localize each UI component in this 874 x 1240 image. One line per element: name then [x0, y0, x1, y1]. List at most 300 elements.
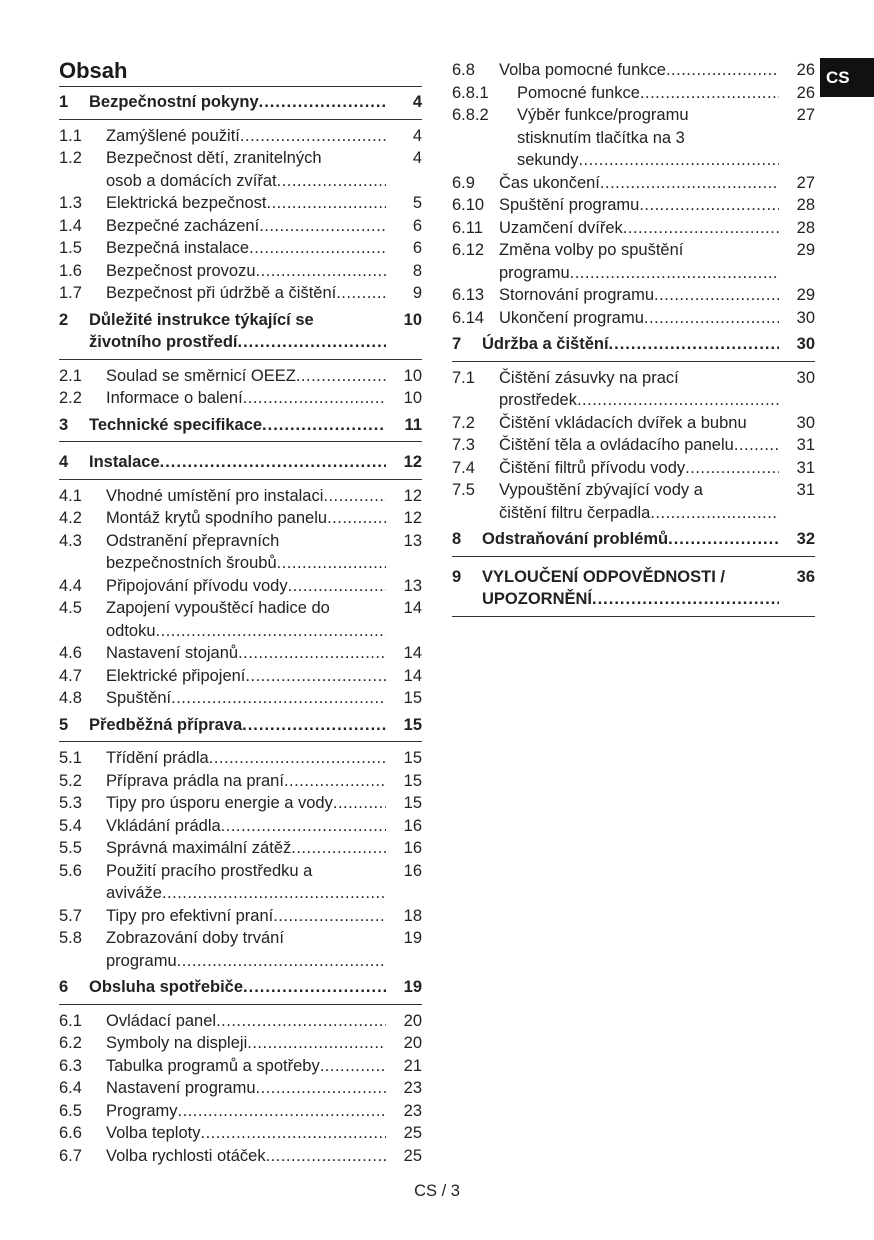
toc-entry[interactable]	[59, 597, 422, 642]
entry-title-line: odtoku	[106, 621, 156, 640]
toc-section-entry[interactable]	[59, 972, 422, 1005]
dot-leader	[333, 792, 386, 815]
entry-title-line: Volba teploty	[106, 1124, 201, 1142]
dot-leader	[240, 125, 386, 148]
entry-page: 31	[796, 436, 815, 454]
entry-title	[89, 451, 386, 474]
entry-number: 6.10	[452, 196, 485, 214]
toc-entry[interactable]	[59, 860, 422, 905]
entry-page: 8	[412, 261, 422, 280]
entry-page: 4	[412, 149, 422, 167]
entry-number: 7.5	[452, 481, 475, 499]
toc-entry[interactable]	[59, 507, 422, 530]
toc-section-entry[interactable]	[59, 710, 422, 743]
dot-leader	[650, 502, 779, 525]
entry-number: 6	[59, 978, 69, 996]
entry-title-line: Připojování přívodu vody	[106, 576, 288, 595]
entry-title-line: Čas ukončení	[499, 173, 600, 192]
entry-title-line: Důležité instrukce týkající se	[89, 310, 314, 329]
entry-title-line: Čištění vkládacích dvířek a bubnu	[499, 413, 747, 432]
toc-section-entry[interactable]	[452, 524, 815, 557]
entry-title-line: Odstraňování problémů	[482, 530, 669, 548]
toc-entry[interactable]	[59, 575, 422, 598]
toc-entry[interactable]	[59, 237, 422, 260]
entry-title	[89, 309, 386, 354]
entry-page: 26	[796, 83, 815, 102]
entry-title-line: Nastavení stojanů	[106, 644, 239, 662]
toc-entry[interactable]	[59, 747, 422, 770]
dot-leader	[668, 528, 779, 551]
entry-title	[106, 1010, 386, 1033]
dot-leader	[156, 620, 386, 643]
entry-page: 15	[403, 689, 422, 707]
entry-title	[517, 82, 779, 105]
entry-title	[499, 412, 779, 435]
entry-title-line: Vypouštění zbývající vody a	[499, 481, 703, 499]
entry-number: 7.3	[452, 436, 475, 454]
toc-entry[interactable]	[452, 412, 815, 435]
entry-page: 14	[403, 644, 422, 662]
entry-number: 5.2	[59, 771, 82, 790]
entry-number: 6.8.1	[452, 83, 489, 102]
entry-title	[106, 642, 386, 665]
entry-title-line: Programy	[106, 1101, 178, 1120]
entry-title	[517, 104, 779, 172]
entry-title	[106, 365, 386, 388]
entry-number: 5.7	[59, 906, 82, 925]
entry-number: 5.5	[59, 839, 82, 857]
entry-page: 16	[403, 861, 422, 880]
entry-title-line: Správná maximální zátěž	[106, 839, 292, 857]
entry-title	[106, 770, 386, 793]
dot-leader	[734, 434, 779, 457]
entry-title	[106, 837, 386, 860]
dot-leader	[177, 950, 386, 973]
dot-leader	[654, 284, 779, 307]
dot-leader	[171, 687, 386, 710]
page-title: Obsah	[59, 58, 422, 87]
dot-leader	[600, 172, 779, 195]
entry-title	[499, 59, 779, 82]
entry-title-line: VYLOUČENÍ ODPOVĚDNOSTI /	[482, 567, 725, 586]
entry-number: 7	[452, 335, 462, 353]
entry-title-line: Předběžná příprava	[89, 715, 243, 734]
dot-leader	[291, 837, 386, 860]
entry-title	[499, 239, 779, 284]
entry-title-line: Bezpečné zacházení	[106, 216, 260, 235]
entry-title	[106, 192, 386, 215]
entry-title	[106, 1145, 386, 1168]
dot-leader	[577, 389, 779, 412]
toc-entry[interactable]	[452, 239, 815, 284]
entry-number: 5.6	[59, 861, 82, 880]
toc-entry[interactable]	[59, 1077, 422, 1100]
entry-page: 30	[796, 308, 815, 327]
entry-title	[106, 687, 386, 710]
entry-page: 13	[403, 576, 422, 595]
entry-title	[482, 566, 779, 611]
dot-leader	[284, 770, 386, 793]
entry-page: 36	[796, 567, 815, 586]
toc-entry[interactable]	[452, 307, 815, 330]
entry-number: 6.2	[59, 1034, 82, 1052]
entry-title-line: Nastavení programu	[106, 1079, 256, 1097]
entry-title	[106, 260, 386, 283]
entry-title-line: osob a domácích zvířat	[106, 171, 277, 190]
entry-page: 6	[412, 216, 422, 235]
entry-number: 7.2	[452, 413, 475, 432]
dot-leader	[639, 194, 779, 217]
entry-page: 32	[796, 530, 815, 548]
entry-number: 6.8	[452, 61, 475, 79]
dot-leader	[609, 333, 779, 356]
entry-title-line: Tipy pro úsporu energie a vody	[106, 794, 333, 812]
entry-number: 6.14	[452, 308, 485, 327]
entry-title-line: Změna volby po spuštění	[499, 241, 684, 259]
entry-title-line: Vkládání prádla	[106, 816, 221, 835]
toc-entry[interactable]	[452, 194, 815, 217]
entry-page: 9	[412, 284, 422, 302]
entry-number: 6.9	[452, 173, 475, 192]
entry-number: 4.2	[59, 509, 82, 527]
entry-number: 6.13	[452, 286, 485, 304]
toc-entry[interactable]	[452, 479, 815, 524]
entry-title	[89, 976, 386, 999]
entry-number: 2	[59, 310, 69, 329]
entry-number: 1.5	[59, 239, 82, 257]
toc-entry[interactable]	[59, 1010, 422, 1033]
entry-page: 28	[796, 218, 815, 237]
entry-title-line: Použití pracího prostředku a	[106, 861, 313, 880]
entry-number: 4.7	[59, 666, 82, 685]
dot-leader	[327, 507, 386, 530]
entry-title	[106, 575, 386, 598]
entry-number: 5.3	[59, 794, 82, 812]
entry-title-line: Bezpečná instalace	[106, 239, 250, 257]
toc-entry[interactable]	[452, 82, 815, 105]
entry-title-line: Technické specifikace	[89, 415, 263, 434]
toc-section-entry[interactable]	[59, 410, 422, 443]
dot-leader	[623, 217, 779, 240]
entry-number: 6.7	[59, 1146, 82, 1165]
entry-number: 1.1	[59, 126, 82, 145]
entry-page: 10	[403, 389, 422, 407]
entry-title	[106, 215, 386, 238]
toc-entry[interactable]	[452, 59, 815, 82]
entry-number: 5.8	[59, 929, 82, 947]
entry-title-line: prostředek	[499, 391, 577, 409]
entry-page: 4	[412, 126, 422, 145]
entry-title-line: Uzamčení dvířek	[499, 218, 623, 237]
dot-leader	[277, 552, 386, 575]
entry-title	[89, 714, 386, 737]
entry-title-line: životního prostředí	[89, 333, 238, 351]
dot-leader	[249, 237, 386, 260]
entry-number: 6.6	[59, 1124, 82, 1142]
entry-page: 30	[796, 413, 815, 432]
entry-title-line: čištění filtru čerpadla	[499, 503, 651, 522]
dot-leader	[644, 307, 779, 330]
toc-entry[interactable]	[59, 282, 422, 305]
entry-title	[89, 414, 386, 437]
toc-entry[interactable]	[59, 1145, 422, 1168]
entry-number: 6.8.2	[452, 106, 489, 124]
entry-title-line: Spuštění	[106, 689, 172, 707]
toc-entry[interactable]	[59, 1032, 422, 1055]
entry-title-line: Volba pomocné funkce	[499, 61, 666, 79]
entry-title	[499, 284, 779, 307]
entry-title-line: Tabulka programů a spotřeby	[106, 1056, 320, 1075]
entry-title-line: Pomocné funkce	[517, 83, 640, 102]
dot-leader	[336, 282, 386, 305]
entry-title-line: programu	[106, 951, 177, 970]
toc-entry[interactable]	[59, 192, 422, 215]
page-number: CS / 3	[414, 1182, 460, 1200]
entry-title	[106, 485, 386, 508]
entry-title-line: Bezpečnost dětí, zranitelných	[106, 149, 322, 167]
entry-page: 27	[796, 173, 815, 192]
entry-title	[499, 479, 779, 524]
dot-leader	[242, 714, 386, 737]
dot-leader	[209, 747, 386, 770]
entry-title-line: Symboly na displeji	[106, 1034, 248, 1052]
toc-entry[interactable]	[59, 215, 422, 238]
toc-section-entry[interactable]	[452, 329, 815, 362]
entry-title-line: Čištění filtrů přívodu vody	[499, 458, 686, 477]
entry-title-line: Spuštění programu	[499, 196, 640, 214]
dot-leader	[178, 1100, 386, 1123]
entry-title	[106, 387, 386, 410]
entry-title	[499, 367, 779, 412]
entry-page: 18	[403, 906, 422, 925]
entry-number: 1.6	[59, 261, 82, 280]
entry-title	[106, 860, 386, 905]
entry-title-line: Montáž krytů spodního panelu	[106, 509, 328, 527]
entry-title	[106, 530, 386, 575]
entry-title	[106, 237, 386, 260]
dot-leader	[216, 1010, 386, 1033]
entry-title	[499, 172, 779, 195]
entry-title-line: Stornování programu	[499, 286, 655, 304]
entry-title	[482, 333, 779, 356]
entry-title-line: Volba rychlosti otáček	[106, 1146, 266, 1165]
toc-entry[interactable]	[452, 217, 815, 240]
entry-page: 31	[796, 458, 815, 477]
entry-page: 15	[403, 794, 422, 812]
entry-page: 15	[403, 771, 422, 790]
toc-entry[interactable]	[59, 642, 422, 665]
entry-title	[499, 434, 779, 457]
dot-leader	[266, 1145, 386, 1168]
entry-title	[482, 528, 779, 551]
entry-title-line: bezpečnostních šroubů	[106, 554, 277, 572]
entry-page: 5	[412, 194, 422, 212]
toc-entry[interactable]	[59, 905, 422, 928]
entry-page: 19	[403, 978, 422, 996]
entry-title	[106, 792, 386, 815]
toc-entry[interactable]	[59, 530, 422, 575]
entry-page: 31	[796, 481, 815, 499]
entry-title-line: Elektrická bezpečnost	[106, 194, 267, 212]
toc-entry[interactable]	[452, 434, 815, 457]
toc-entry[interactable]	[59, 927, 422, 972]
entry-title	[89, 91, 386, 114]
toc-entry[interactable]	[59, 125, 422, 148]
toc-section-entry[interactable]	[59, 447, 422, 480]
entry-number: 4.4	[59, 576, 82, 595]
dot-leader	[592, 588, 779, 611]
toc-entry[interactable]	[59, 485, 422, 508]
entry-title	[106, 665, 386, 688]
entry-title	[106, 125, 386, 148]
entry-number: 3	[59, 415, 69, 434]
entry-number: 5.4	[59, 816, 82, 835]
toc-entry[interactable]	[59, 365, 422, 388]
entry-page: 13	[403, 531, 422, 550]
dot-leader	[578, 149, 779, 172]
entry-title-line: sekundy	[517, 151, 579, 169]
entry-title	[106, 597, 386, 642]
entry-page: 16	[403, 816, 422, 835]
dot-leader	[256, 260, 386, 283]
entry-title	[499, 194, 779, 217]
toc-section-entry[interactable]	[59, 91, 422, 120]
entry-title-line: Čištění těla a ovládacího panelu	[499, 436, 734, 454]
dot-leader	[201, 1122, 387, 1145]
entry-page: 15	[403, 715, 422, 734]
entry-page: 16	[403, 839, 422, 857]
entry-title	[106, 1100, 386, 1123]
entry-page: 25	[403, 1146, 422, 1165]
dot-leader	[259, 91, 386, 114]
entry-title-line: programu	[499, 263, 570, 282]
dot-leader	[247, 1032, 386, 1055]
toc-entry[interactable]	[59, 1055, 422, 1078]
entry-title	[106, 507, 386, 530]
entry-number: 1.2	[59, 149, 82, 167]
dot-leader	[685, 457, 779, 480]
entry-page: 4	[412, 93, 422, 111]
entry-page: 29	[796, 241, 815, 259]
entry-title-line: Bezpečnost provozu	[106, 261, 256, 280]
entry-page: 27	[796, 106, 815, 124]
entry-page: 23	[403, 1101, 422, 1120]
entry-title-line: Zapojení vypouštěcí hadice do	[106, 599, 330, 617]
dot-leader	[277, 170, 386, 193]
entry-number: 6.3	[59, 1056, 82, 1075]
dot-leader	[570, 262, 779, 285]
toc-entry[interactable]	[452, 172, 815, 195]
toc-entry[interactable]	[59, 792, 422, 815]
entry-number: 6.1	[59, 1011, 82, 1030]
entry-title	[106, 147, 386, 192]
toc-entry[interactable]	[452, 104, 815, 172]
toc-section-entry[interactable]	[452, 562, 815, 617]
entry-page: 19	[403, 929, 422, 947]
entry-page: 11	[404, 415, 422, 434]
toc-entry[interactable]	[59, 147, 422, 192]
entry-number: 4.6	[59, 644, 82, 662]
dot-leader	[245, 665, 386, 688]
toc-entry[interactable]	[59, 1122, 422, 1145]
dot-leader	[262, 414, 386, 437]
entry-number: 4.3	[59, 531, 82, 550]
dot-leader	[320, 1055, 386, 1078]
entry-number: 4.1	[59, 486, 82, 505]
entry-number: 7.4	[452, 458, 475, 477]
entry-title-line: Informace o balení	[106, 389, 243, 407]
entry-title-line: Vhodné umístění pro instalaci	[106, 486, 324, 505]
entry-title	[106, 815, 386, 838]
toc-entry[interactable]	[59, 815, 422, 838]
entry-title-line: Ukončení programu	[499, 308, 644, 327]
entry-title	[106, 282, 386, 305]
dot-leader	[238, 331, 387, 354]
toc-entry[interactable]	[59, 837, 422, 860]
dot-leader	[273, 905, 386, 928]
dot-leader	[267, 192, 387, 215]
dot-leader	[259, 215, 386, 238]
entry-title-line: Soulad se směrnicí OEEZ	[106, 366, 296, 385]
entry-title	[106, 747, 386, 770]
dot-leader	[221, 815, 386, 838]
toc-entry[interactable]	[59, 1100, 422, 1123]
toc-entry[interactable]	[452, 367, 815, 412]
entry-title	[106, 905, 386, 928]
toc-entry[interactable]	[452, 284, 815, 307]
dot-leader	[160, 451, 386, 474]
entry-title	[106, 927, 386, 972]
entry-title	[106, 1032, 386, 1055]
entry-page: 14	[403, 599, 422, 617]
entry-number: 9	[452, 567, 462, 586]
dot-leader	[256, 1077, 387, 1100]
toc-entry[interactable]	[59, 260, 422, 283]
entry-title-line: Čištění zásuvky na prací	[499, 368, 679, 387]
entry-number: 4.5	[59, 599, 82, 617]
entry-title	[106, 1122, 386, 1145]
entry-page: 20	[403, 1011, 422, 1030]
entry-page: 20	[403, 1034, 422, 1052]
toc-entry[interactable]	[59, 387, 422, 410]
dot-leader	[243, 387, 386, 410]
entry-number: 6.5	[59, 1101, 82, 1120]
dot-leader	[666, 59, 779, 82]
entry-title	[106, 1055, 386, 1078]
toc-right-column	[452, 59, 815, 622]
toc-entry[interactable]	[59, 687, 422, 710]
entry-title-line: Bezpečnost při údržbě a čištění	[106, 284, 337, 302]
entry-number: 1.4	[59, 216, 82, 235]
toc-section-entry[interactable]	[59, 305, 422, 360]
entry-page: 30	[796, 368, 815, 387]
toc-entry[interactable]	[452, 457, 815, 480]
dot-leader	[296, 365, 386, 388]
entry-title-line: Bezpečnostní pokyny	[89, 93, 259, 111]
toc-entry[interactable]	[59, 770, 422, 793]
entry-page: 10	[403, 366, 422, 385]
entry-title	[499, 457, 779, 480]
dot-leader	[238, 642, 386, 665]
dot-leader	[288, 575, 386, 598]
dot-leader	[323, 485, 386, 508]
toc-entry[interactable]	[59, 665, 422, 688]
entry-number: 1.7	[59, 284, 82, 302]
entry-number: 5.1	[59, 749, 82, 767]
entry-title-line: Odstranění přepravních	[106, 531, 280, 550]
entry-page: 29	[796, 286, 815, 304]
entry-title-line: Zamýšlené použití	[106, 126, 240, 145]
